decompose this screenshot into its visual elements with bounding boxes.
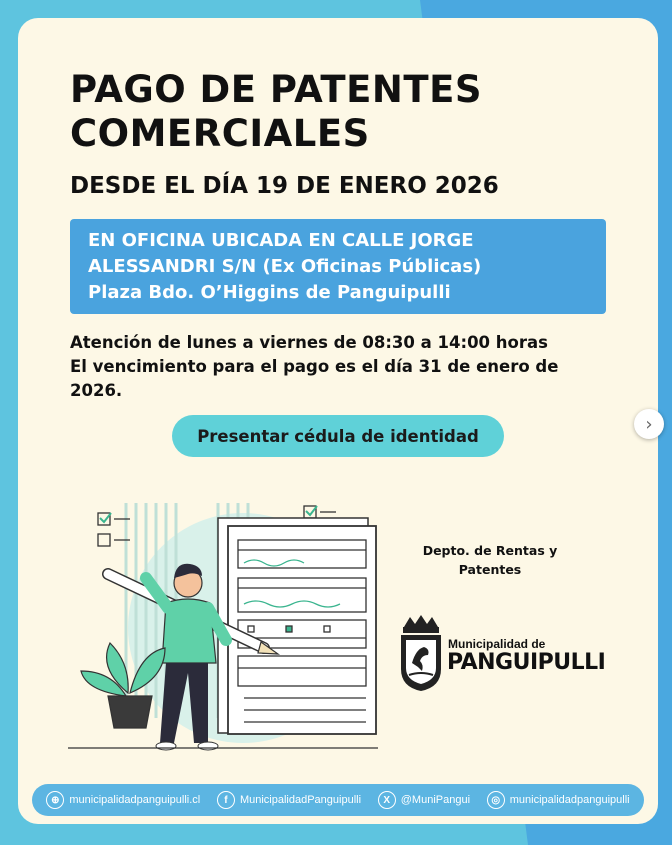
schedule-line-2: El vencimiento para el pago es el día 31 de enero de (70, 357, 559, 376)
poster-card (18, 18, 658, 824)
logo-title: PANGUIPULLI (447, 650, 606, 675)
instagram-link[interactable] (487, 791, 630, 809)
website-label: municipalidadpanguipulli.cl (69, 794, 201, 806)
globe-icon: ⊕ (46, 791, 64, 809)
website-link[interactable] (46, 791, 200, 809)
title-line-2: COMERCIALES (70, 112, 370, 155)
instagram-icon: ◎ (487, 791, 505, 809)
dept-line-2: Patentes (458, 562, 522, 577)
municipality-logo (398, 613, 618, 698)
logo-subtitle: Municipalidad de (448, 637, 546, 651)
id-requirement-badge: Presentar cédula de identidad (172, 415, 504, 457)
next-slide-button[interactable] (634, 409, 664, 439)
department-label (400, 541, 580, 579)
office-location-box (70, 219, 606, 314)
office-line-1: EN OFICINA UBICADA EN CALLE JORGE (88, 230, 474, 251)
chevron-right-icon: › (645, 413, 653, 435)
office-line-3: Plaza Bdo. O’Higgins de Panguipulli (88, 282, 451, 303)
facebook-icon: f (217, 791, 235, 809)
schedule-line-3: 2026. (70, 381, 123, 400)
person-with-pencil-illustration (68, 478, 388, 758)
x-link[interactable] (378, 791, 470, 809)
page-title (70, 68, 630, 156)
dept-line-1: Depto. de Rentas y (422, 543, 558, 558)
x-icon: X (378, 791, 396, 809)
facebook-link[interactable] (217, 791, 361, 809)
coat-of-arms-icon (398, 613, 444, 693)
social-footer (32, 784, 644, 816)
instagram-label: municipalidadpanguipulli (509, 794, 630, 806)
x-label: @MuniPangui (400, 794, 471, 806)
facebook-label: MunicipalidadPanguipulli (239, 794, 362, 806)
title-line-1: PAGO DE PATENTES (70, 68, 483, 111)
schedule-line-1: Atención de lunes a viernes de 08:30 a 14:00 horas (70, 333, 548, 352)
office-line-2: ALESSANDRI S/N (Ex Oficinas Públicas) (88, 256, 482, 277)
date-subtitle: DESDE EL DÍA 19 DE ENERO 2026 (70, 173, 499, 199)
schedule-text (70, 331, 630, 403)
